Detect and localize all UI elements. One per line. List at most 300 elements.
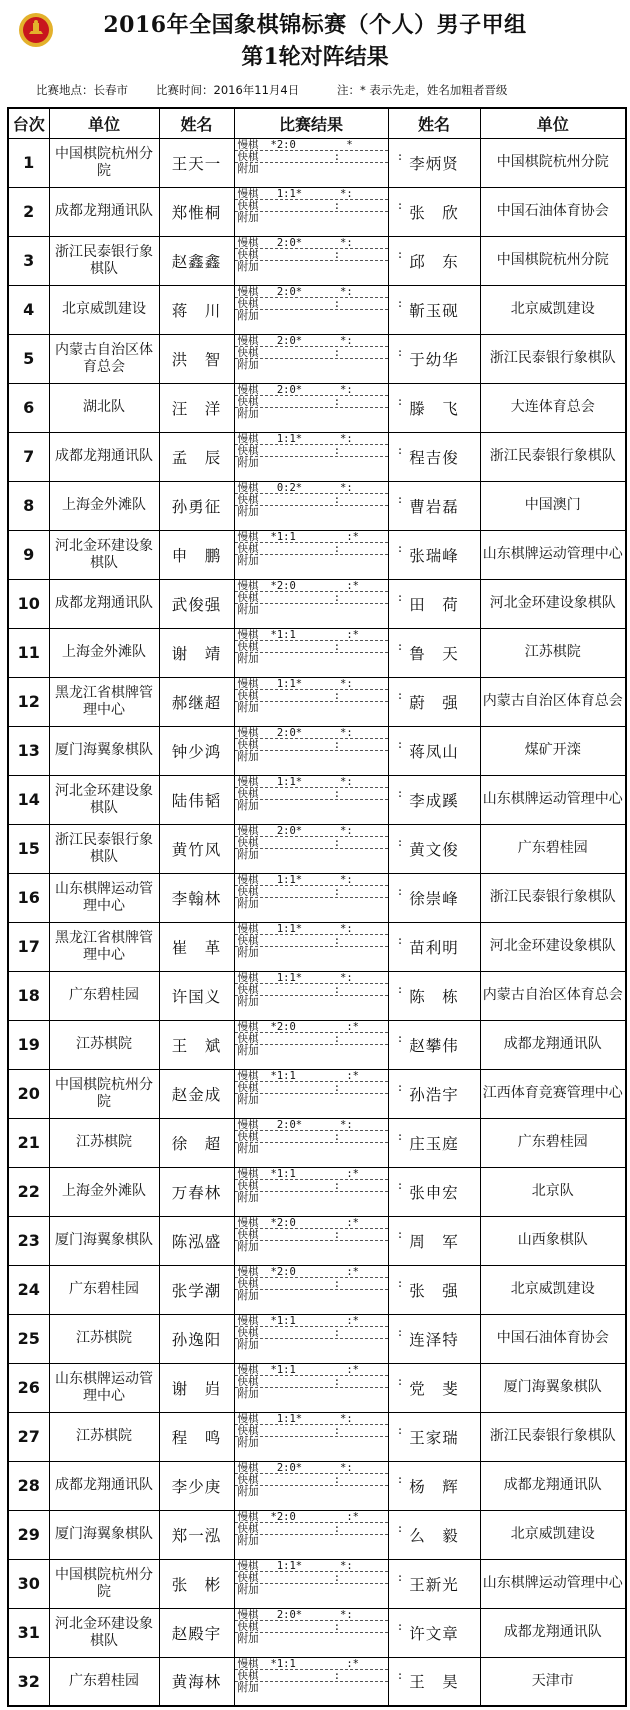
- table-row: [8, 236, 626, 285]
- unit-right: 中国棋院杭州分院: [480, 236, 626, 285]
- results-table: [7, 107, 627, 1707]
- extra-line: [235, 1290, 388, 1302]
- rapid-score: : :: [270, 1326, 404, 1339]
- score-label: 慢棋: [237, 187, 259, 200]
- score-label: 快棋: [237, 640, 259, 653]
- score-label: 快棋: [237, 1473, 259, 1486]
- table-row: [8, 775, 626, 824]
- score-label: 快棋: [237, 493, 259, 506]
- extra-line: [235, 1437, 388, 1449]
- rapid-score: : :: [270, 1669, 404, 1682]
- score-label: 慢棋: [237, 1118, 259, 1131]
- slow-score: 1:1* *:: [270, 187, 353, 200]
- player-left: 孙勇征: [159, 481, 234, 530]
- unit-right: 山东棋牌运动管理中心: [480, 1559, 626, 1608]
- unit-left: 黑龙江省棋牌管理中心: [49, 922, 159, 971]
- score-label: 附加: [237, 750, 259, 763]
- slow-score: 2:0* *:: [270, 1461, 353, 1474]
- extra-line: [235, 1241, 388, 1253]
- table-row: [8, 726, 626, 775]
- board-number: 4: [8, 285, 49, 334]
- slow-score: *1:1 :*: [270, 628, 360, 641]
- result-cell: [234, 1314, 404, 1363]
- rapid-line: [235, 1179, 404, 1192]
- board-number: 16: [8, 873, 49, 922]
- score-label: 慢棋: [237, 1608, 259, 1621]
- table-row: [8, 824, 626, 873]
- result-cell: [234, 285, 404, 334]
- player-right: 苗利明: [388, 922, 480, 971]
- result-cell: [234, 873, 404, 922]
- player-left: 赵金成: [159, 1069, 234, 1118]
- header-unit-right: 单位: [480, 108, 626, 138]
- score-label: 附加: [237, 1583, 259, 1596]
- board-number: 23: [8, 1216, 49, 1265]
- slow-line: [235, 237, 388, 249]
- header-result: 比赛结果: [234, 108, 388, 138]
- rapid-line: [235, 1473, 404, 1486]
- result-cell: [234, 1412, 404, 1461]
- score-label: 附加: [237, 1093, 259, 1106]
- board-number: 12: [8, 677, 49, 726]
- unit-left: 成都龙翔通讯队: [49, 1461, 159, 1510]
- player-right: 鲁 天: [388, 628, 480, 677]
- venue-text: 比赛地点：长春市: [36, 83, 128, 97]
- score-label: 快棋: [237, 1326, 259, 1339]
- slow-score: *1:1 :*: [270, 1363, 360, 1376]
- rapid-line: [235, 199, 404, 212]
- rapid-score: : :: [270, 738, 404, 751]
- unit-right: 北京威凯建设: [480, 1510, 626, 1559]
- extra-line: [235, 702, 388, 714]
- score-label: 慢棋: [237, 530, 259, 543]
- unit-right: 江西体育竞赛管理中心: [480, 1069, 626, 1118]
- score-label: 慢棋: [237, 628, 259, 641]
- rapid-score: : :: [270, 1081, 404, 1094]
- player-left: 崔 革: [159, 922, 234, 971]
- score-label: 慢棋: [237, 824, 259, 837]
- score-label: 快棋: [237, 1375, 259, 1388]
- unit-left: 河北金环建设象棋队: [49, 530, 159, 579]
- extra-line: [235, 947, 388, 959]
- slow-score: 1:1* *:: [270, 873, 353, 886]
- result-cell: [234, 677, 404, 726]
- board-number: 28: [8, 1461, 49, 1510]
- slow-line: [235, 874, 388, 886]
- table-row: [8, 922, 626, 971]
- player-left: 郑惟桐: [159, 187, 234, 236]
- rapid-line: [235, 395, 404, 408]
- rapid-score: : :: [270, 1620, 404, 1633]
- player-left: 王天一: [159, 138, 234, 187]
- result-cell: [234, 432, 404, 481]
- score-label: 快棋: [237, 1130, 259, 1143]
- score-label: 快棋: [237, 1081, 259, 1094]
- player-right: 庄玉庭: [388, 1118, 480, 1167]
- rapid-line: [235, 885, 404, 898]
- player-left: 许国义: [159, 971, 234, 1020]
- unit-left: 山东棋牌运动管理中心: [49, 1363, 159, 1412]
- score-label: 附加: [237, 1632, 259, 1645]
- rapid-line: [235, 150, 404, 163]
- score-label: 快棋: [237, 1277, 259, 1290]
- table-row: [8, 579, 626, 628]
- unit-left: 厦门海翼象棋队: [49, 1510, 159, 1559]
- score-label: 快棋: [237, 1228, 259, 1241]
- rapid-line: [235, 1522, 404, 1535]
- unit-right: 北京队: [480, 1167, 626, 1216]
- score-label: 快棋: [237, 738, 259, 751]
- unit-right: 浙江民泰银行象棋队: [480, 1412, 626, 1461]
- unit-left: 厦门海翼象棋队: [49, 726, 159, 775]
- slow-line: [235, 1658, 388, 1670]
- player-right: 张 强: [388, 1265, 480, 1314]
- score-label: 附加: [237, 1142, 259, 1155]
- slow-line: [235, 1609, 388, 1621]
- unit-right: 中国石油体育协会: [480, 187, 626, 236]
- rapid-line: [235, 983, 404, 996]
- player-left: 武俊强: [159, 579, 234, 628]
- unit-right: 厦门海翼象棋队: [480, 1363, 626, 1412]
- slow-score: 2:0* *:: [270, 726, 353, 739]
- extra-line: [235, 212, 388, 224]
- header-name-right: 姓名: [388, 108, 480, 138]
- slow-line: [235, 580, 388, 592]
- table-row: [8, 138, 626, 187]
- table-row: [8, 873, 626, 922]
- unit-left: 江苏棋院: [49, 1412, 159, 1461]
- unit-left: 厦门海翼象棋队: [49, 1216, 159, 1265]
- score-label: 慢棋: [237, 1412, 259, 1425]
- player-left: 孟 辰: [159, 432, 234, 481]
- extra-line: [235, 457, 388, 469]
- player-left: 李翰林: [159, 873, 234, 922]
- table-row: [8, 383, 626, 432]
- table-row: [8, 1167, 626, 1216]
- result-cell: [234, 1608, 404, 1657]
- extra-line: [235, 849, 388, 861]
- extra-line: [235, 1633, 388, 1645]
- rapid-score: : :: [270, 640, 404, 653]
- unit-left: 湖北队: [49, 383, 159, 432]
- extra-line: [235, 1143, 388, 1155]
- table-row: [8, 187, 626, 236]
- board-number: 1: [8, 138, 49, 187]
- rapid-line: [235, 591, 404, 604]
- score-label: 附加: [237, 1534, 259, 1547]
- player-left: 陈泓盛: [159, 1216, 234, 1265]
- page-title: 2016年全国象棋锦标赛（个人）男子甲组: [103, 12, 527, 38]
- score-label: 慢棋: [237, 236, 259, 249]
- score-label: 快棋: [237, 395, 259, 408]
- rapid-line: [235, 248, 404, 261]
- extra-line: [235, 1045, 388, 1057]
- score-label: 附加: [237, 211, 259, 224]
- player-right: 程吉俊: [388, 432, 480, 481]
- unit-right: 江苏棋院: [480, 628, 626, 677]
- table-row: [8, 1510, 626, 1559]
- result-cell: [234, 138, 404, 187]
- score-label: 快棋: [237, 297, 259, 310]
- slow-score: *2:0 :*: [270, 1020, 360, 1033]
- table-row: [8, 1069, 626, 1118]
- rapid-score: : :: [270, 1130, 404, 1143]
- score-label: 慢棋: [237, 1559, 259, 1572]
- player-left: 洪 智: [159, 334, 234, 383]
- rapid-score: : :: [270, 1473, 404, 1486]
- result-cell: [234, 1363, 404, 1412]
- slow-line: [235, 384, 388, 396]
- table-row: [8, 432, 626, 481]
- board-number: 18: [8, 971, 49, 1020]
- rapid-line: [235, 444, 404, 457]
- score-label: 慢棋: [237, 383, 259, 396]
- score-label: 快棋: [237, 591, 259, 604]
- player-right: 王 昊: [388, 1657, 480, 1706]
- slow-score: 1:1* *:: [270, 432, 353, 445]
- rapid-score: : :: [270, 1424, 404, 1437]
- extra-line: [235, 1094, 388, 1106]
- unit-left: 江苏棋院: [49, 1118, 159, 1167]
- board-number: 22: [8, 1167, 49, 1216]
- score-label: 快棋: [237, 1620, 259, 1633]
- extra-line: [235, 1339, 388, 1351]
- score-label: 附加: [237, 701, 259, 714]
- table-row: [8, 1020, 626, 1069]
- score-label: 快棋: [237, 150, 259, 163]
- score-label: 附加: [237, 897, 259, 910]
- score-label: 附加: [237, 1191, 259, 1204]
- unit-left: 广东碧桂园: [49, 971, 159, 1020]
- extra-line: [235, 996, 388, 1008]
- score-label: 慢棋: [237, 432, 259, 445]
- table-row: [8, 1559, 626, 1608]
- rapid-line: [235, 836, 404, 849]
- result-cell: [234, 922, 404, 971]
- result-cell: [234, 1167, 404, 1216]
- player-left: 赵鑫鑫: [159, 236, 234, 285]
- score-label: 快棋: [237, 836, 259, 849]
- rapid-line: [235, 1130, 404, 1143]
- player-right: 曹岩磊: [388, 481, 480, 530]
- slow-line: [235, 825, 388, 837]
- player-right: 田 荷: [388, 579, 480, 628]
- table-row: [8, 1461, 626, 1510]
- board-number: 8: [8, 481, 49, 530]
- header-unit-left: 单位: [49, 108, 159, 138]
- player-left: 孙逸阳: [159, 1314, 234, 1363]
- player-left: 李少庚: [159, 1461, 234, 1510]
- rapid-line: [235, 640, 404, 653]
- table-row: [8, 1657, 626, 1706]
- rapid-score: : :: [270, 885, 404, 898]
- unit-right: 浙江民泰银行象棋队: [480, 432, 626, 481]
- result-cell: [234, 1118, 404, 1167]
- result-cell: [234, 628, 404, 677]
- score-label: 附加: [237, 554, 259, 567]
- player-right: 杨 辉: [388, 1461, 480, 1510]
- rapid-score: : :: [270, 1277, 404, 1290]
- player-left: 蒋 川: [159, 285, 234, 334]
- table-row: [8, 1118, 626, 1167]
- unit-left: 中国棋院杭州分院: [49, 138, 159, 187]
- board-number: 30: [8, 1559, 49, 1608]
- board-number: 5: [8, 334, 49, 383]
- player-right: 李炳贤: [388, 138, 480, 187]
- unit-left: 中国棋院杭州分院: [49, 1069, 159, 1118]
- score-label: 快棋: [237, 1522, 259, 1535]
- slow-score: 2:0* *:: [270, 1608, 353, 1621]
- score-label: 慢棋: [237, 873, 259, 886]
- table-row: [8, 1608, 626, 1657]
- extra-line: [235, 751, 388, 763]
- player-right: 王家瑞: [388, 1412, 480, 1461]
- extra-line: [235, 261, 388, 273]
- player-right: 连泽特: [388, 1314, 480, 1363]
- table-row: [8, 677, 626, 726]
- board-number: 25: [8, 1314, 49, 1363]
- note-text: 注：* 表示先走，姓名加粗者晋级: [337, 83, 508, 97]
- board-number: 3: [8, 236, 49, 285]
- player-left: 谢 靖: [159, 628, 234, 677]
- slow-line: [235, 1168, 388, 1180]
- unit-right: 中国棋院杭州分院: [480, 138, 626, 187]
- rapid-score: : :: [270, 1228, 404, 1241]
- player-right: 张瑞峰: [388, 530, 480, 579]
- slow-score: 2:0* *:: [270, 824, 353, 837]
- rapid-line: [235, 1326, 404, 1339]
- score-label: 附加: [237, 799, 259, 812]
- score-label: 慢棋: [237, 1363, 259, 1376]
- unit-left: 成都龙翔通讯队: [49, 432, 159, 481]
- player-right: 靳玉砚: [388, 285, 480, 334]
- table-row: [8, 481, 626, 530]
- slow-score: 1:1* *:: [270, 922, 353, 935]
- unit-left: 上海金外滩队: [49, 481, 159, 530]
- board-number: 26: [8, 1363, 49, 1412]
- board-number: 29: [8, 1510, 49, 1559]
- score-label: 快棋: [237, 542, 259, 555]
- rapid-line: [235, 1228, 404, 1241]
- result-cell: [234, 726, 404, 775]
- score-label: 附加: [237, 848, 259, 861]
- rapid-score: : :: [270, 395, 404, 408]
- result-cell: [234, 530, 404, 579]
- rapid-line: [235, 1571, 404, 1584]
- unit-left: 上海金外滩队: [49, 1167, 159, 1216]
- slow-line: [235, 1021, 388, 1033]
- score-label: 慢棋: [237, 922, 259, 935]
- slow-score: *1:1 :*: [270, 1167, 360, 1180]
- player-right: 张申宏: [388, 1167, 480, 1216]
- score-label: 附加: [237, 603, 259, 616]
- player-left: 万春林: [159, 1167, 234, 1216]
- table-row: [8, 971, 626, 1020]
- result-cell: [234, 236, 404, 285]
- player-right: 张 欣: [388, 187, 480, 236]
- player-right: 徐崇峰: [388, 873, 480, 922]
- score-label: 快棋: [237, 689, 259, 702]
- slow-score: 2:0* *:: [270, 383, 353, 396]
- unit-left: 成都龙翔通讯队: [49, 187, 159, 236]
- unit-left: 山东棋牌运动管理中心: [49, 873, 159, 922]
- unit-right: 河北金环建设象棋队: [480, 579, 626, 628]
- slow-score: *1:1 :*: [270, 1657, 360, 1670]
- table-row: [8, 530, 626, 579]
- board-number: 2: [8, 187, 49, 236]
- result-cell: [234, 1461, 404, 1510]
- rapid-line: [235, 738, 404, 751]
- board-number: 14: [8, 775, 49, 824]
- player-right: 蒋凤山: [388, 726, 480, 775]
- rapid-line: [235, 297, 404, 310]
- extra-line: [235, 1535, 388, 1547]
- extra-line: [235, 1388, 388, 1400]
- player-left: 王 斌: [159, 1020, 234, 1069]
- score-label: 慢棋: [237, 1510, 259, 1523]
- result-cell: [234, 1020, 404, 1069]
- unit-right: 山东棋牌运动管理中心: [480, 775, 626, 824]
- unit-right: 成都龙翔通讯队: [480, 1461, 626, 1510]
- rapid-score: : :: [270, 199, 404, 212]
- slow-line: [235, 433, 388, 445]
- slow-score: 1:1* *:: [270, 971, 353, 984]
- page-subtitle: 第1轮对阵结果: [241, 44, 389, 70]
- unit-left: 江苏棋院: [49, 1020, 159, 1069]
- unit-right: 浙江民泰银行象棋队: [480, 334, 626, 383]
- slow-score: 1:1* *:: [270, 677, 353, 690]
- score-label: 慢棋: [237, 1020, 259, 1033]
- result-cell: [234, 971, 404, 1020]
- extra-line: [235, 506, 388, 518]
- table-row: [8, 1314, 626, 1363]
- rapid-score: : :: [270, 1032, 404, 1045]
- rapid-score: : :: [270, 983, 404, 996]
- slow-line: [235, 335, 388, 347]
- player-right: 党 斐: [388, 1363, 480, 1412]
- result-cell: [234, 775, 404, 824]
- slow-score: 0:2* *:: [270, 481, 353, 494]
- score-label: 附加: [237, 1436, 259, 1449]
- player-left: 钟少鸿: [159, 726, 234, 775]
- score-label: 附加: [237, 407, 259, 420]
- board-number: 24: [8, 1265, 49, 1314]
- slow-score: 2:0* *:: [270, 1118, 353, 1131]
- score-label: 慢棋: [237, 677, 259, 690]
- slow-score: *1:1 :*: [270, 1069, 360, 1082]
- player-left: 赵殿宇: [159, 1608, 234, 1657]
- slow-line: [235, 1266, 388, 1278]
- unit-left: 广东碧桂园: [49, 1657, 159, 1706]
- result-cell: [234, 1510, 404, 1559]
- slow-line: [235, 923, 388, 935]
- slow-line: [235, 1119, 388, 1131]
- score-label: 快棋: [237, 199, 259, 212]
- score-label: 附加: [237, 1338, 259, 1351]
- player-right: 邱 东: [388, 236, 480, 285]
- rapid-score: : :: [270, 297, 404, 310]
- table-row: [8, 285, 626, 334]
- rapid-line: [235, 1620, 404, 1633]
- score-label: 快棋: [237, 885, 259, 898]
- unit-right: 山东棋牌运动管理中心: [480, 530, 626, 579]
- rapid-line: [235, 1081, 404, 1094]
- time-text: 比赛时间：2016年11月4日: [156, 83, 300, 97]
- player-right: 孙浩宇: [388, 1069, 480, 1118]
- board-number: 17: [8, 922, 49, 971]
- slow-line: [235, 1364, 388, 1376]
- board-number: 19: [8, 1020, 49, 1069]
